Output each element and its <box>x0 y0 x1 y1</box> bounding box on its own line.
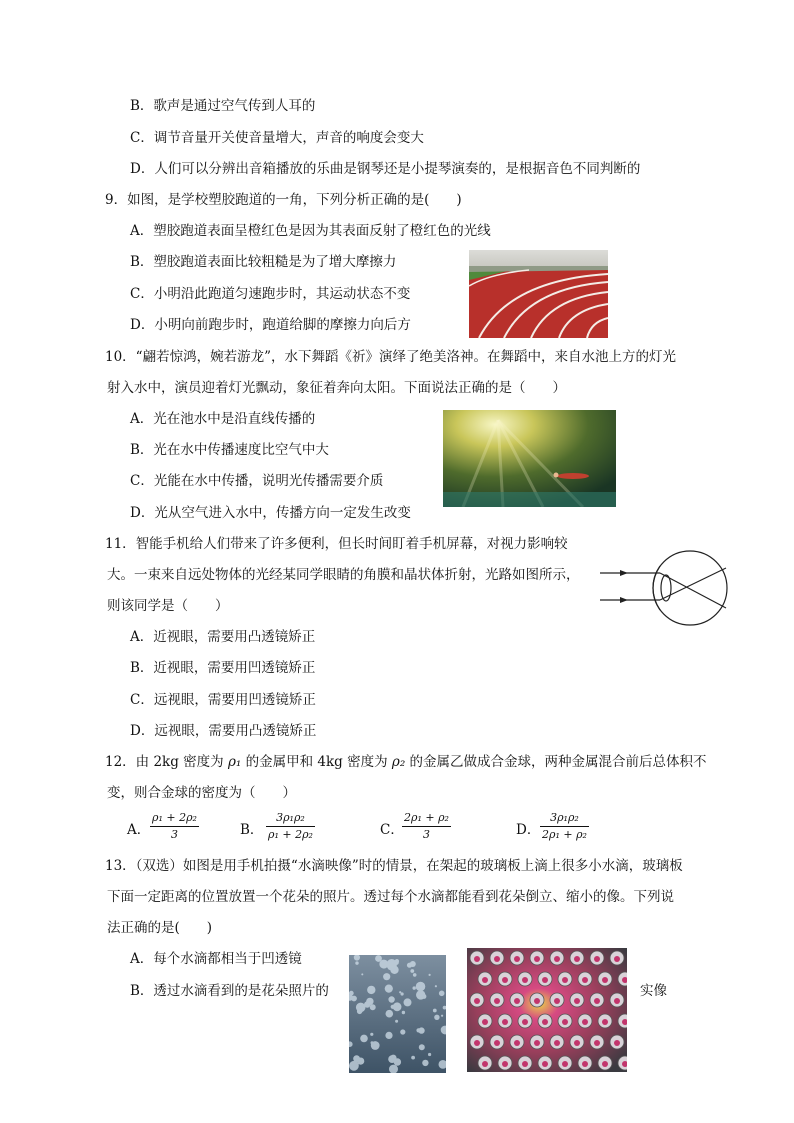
droplet <box>388 996 394 1002</box>
q9-option-a: A．塑胶跑道表面呈橙红色是因为其表面反射了橙红色的光线 <box>130 223 491 239</box>
q12-option-a-fraction <box>150 811 199 842</box>
droplet <box>367 986 375 994</box>
q11-option-a: A．近视眼，需要用凸透镜矫正 <box>130 629 316 645</box>
droplet-image <box>474 1040 480 1046</box>
q11-option-c: C．远视眼，需要用凹透镜矫正 <box>130 692 316 708</box>
droplet-image <box>474 998 480 1004</box>
droplet-image <box>594 998 600 1004</box>
droplet <box>387 959 397 969</box>
q8-option-b: B．歌声是通过空气传到人耳的 <box>130 98 316 114</box>
fraction-denominator: ρ₁ + 2ρ₂ <box>268 828 313 841</box>
droplet-image <box>574 998 580 1004</box>
q8-option-d: D．人们可以分辨出音箱播放的乐曲是钢琴还是小提琴演奏的，是根据音色不同判断的 <box>130 161 641 177</box>
droplet-image <box>482 977 488 983</box>
droplet-image <box>574 956 580 962</box>
fraction-denominator: 2ρ₁ + ρ₂ <box>542 828 587 841</box>
droplet <box>355 961 358 964</box>
droplet-image <box>554 998 560 1004</box>
water-drops-on-glass-image <box>349 955 446 1073</box>
droplet <box>413 973 417 977</box>
droplet <box>416 1028 420 1032</box>
droplet-image <box>522 1019 528 1025</box>
droplet <box>351 996 357 1002</box>
droplet <box>416 990 425 999</box>
q10-option-a: A．光在池水中是沿直线传播的 <box>130 411 316 427</box>
q11-stem-line1: 11．智能手机给人们带来了许多便利，但长时间盯着手机屏幕，对视力影响较 <box>105 536 568 552</box>
droplet <box>428 1053 431 1056</box>
droplet-image <box>594 1040 600 1046</box>
eye-light-path-diagram <box>598 548 733 630</box>
droplet-image <box>614 1040 620 1046</box>
q12-text-part3: 的金属乙做成合金球，两种金属混合前后总体积不 <box>405 754 707 770</box>
q12-option-b-fraction <box>266 811 315 842</box>
q12-option-c-label: C． <box>380 822 404 838</box>
droplet <box>386 1010 394 1018</box>
droplet <box>385 1032 392 1039</box>
droplet <box>416 982 426 992</box>
fraction-denominator: 3 <box>170 828 178 841</box>
fraction-bar <box>540 826 589 827</box>
q9-option-c: C．小明沿此跑道匀速跑步时，其运动状态不变 <box>130 286 411 302</box>
q13-option-a: A．每个水滴都相当于凹透镜 <box>130 951 302 967</box>
fraction-numerator: 3ρ₁ρ₂ <box>550 811 579 824</box>
underwater-dance-image <box>443 410 616 507</box>
q12-option-c-fraction <box>402 811 451 842</box>
droplet <box>370 1033 373 1036</box>
droplet-image <box>534 1040 540 1046</box>
droplet-image <box>582 1061 588 1067</box>
droplet <box>360 1035 368 1043</box>
droplet <box>388 1055 396 1063</box>
q10-option-c: C．光能在水中传播，说明光传播需要介质 <box>130 473 384 489</box>
droplet <box>402 1011 405 1014</box>
droplet-image <box>494 956 500 962</box>
q10-stem-line2: 射入水中，演员迎着灯光飘动，象征着奔向太阳。下面说法正确的是（ ） <box>107 380 566 396</box>
droplet <box>375 955 382 962</box>
droplet-image <box>494 998 500 1004</box>
fraction-numerator: 2ρ₁ + ρ₂ <box>404 811 449 824</box>
fraction-bar <box>266 826 315 827</box>
droplet-image <box>582 1019 588 1025</box>
q12-stem-line1 <box>105 753 707 771</box>
droplet <box>395 1020 398 1023</box>
q12-stem-line2: 变，则合金球的密度为（ ） <box>107 785 296 801</box>
droplet-image <box>542 977 548 983</box>
q12-option-d-fraction <box>540 811 589 842</box>
droplet-image <box>514 1040 520 1046</box>
flower-reflection-drops-image <box>467 948 627 1072</box>
q13-option-b-left: B．透过水滴看到的是花朵照片的 <box>130 983 329 999</box>
droplet-image <box>594 956 600 962</box>
droplet <box>361 973 363 975</box>
q13-stem-line3: 法正确的是( ) <box>107 920 213 936</box>
droplet-image <box>542 1019 548 1025</box>
droplet-image <box>514 956 520 962</box>
droplet-image <box>534 956 540 962</box>
droplet <box>422 1060 428 1066</box>
droplet <box>383 973 390 980</box>
droplet <box>399 991 401 993</box>
droplet <box>441 1015 443 1017</box>
q11-stem-line3: 则该同学是（ ） <box>107 598 229 614</box>
droplet-image <box>614 998 620 1004</box>
droplet-image <box>502 977 508 983</box>
droplet <box>429 974 431 976</box>
droplet-image <box>502 1019 508 1025</box>
fraction-bar <box>150 826 199 827</box>
droplet-image <box>534 998 540 1004</box>
q9-stem: 9．如图，是学校塑胶跑道的一角，下列分析正确的是( ) <box>105 192 462 208</box>
running-track-image <box>469 250 608 338</box>
q11-stem-line2: 大。一束来自远处物体的光经某同学眼睛的角膜和晶状体折射，光路如图所示， <box>107 567 580 583</box>
droplet <box>385 985 393 993</box>
fraction-denominator: 3 <box>422 828 430 841</box>
q12-option-d-label: D． <box>516 822 541 838</box>
q9-option-b: B．塑胶跑道表面比较粗糙是为了增大摩擦力 <box>130 254 397 270</box>
fraction-bar <box>402 826 451 827</box>
droplet <box>357 1058 364 1065</box>
droplet-image <box>482 1019 488 1025</box>
q10-stem-line1: 10．“翩若惊鸿，婉若游龙”，水下舞蹈《祈》演绎了绝美洛神。在舞蹈中，来自水池上方的灯光 <box>105 349 676 365</box>
droplet-image <box>582 977 588 983</box>
q8-option-c: C．调节音量开关使音量增大，声音的响度会变大 <box>130 130 424 146</box>
q12-text-part2: 的金属甲和 4kg 密度为 <box>241 754 392 770</box>
droplet <box>433 1009 437 1013</box>
droplet <box>410 969 414 973</box>
droplet-image <box>522 977 528 983</box>
droplet-image <box>602 1019 608 1025</box>
droplet-image <box>602 977 608 983</box>
q12-option-a-label: A． <box>127 822 151 838</box>
droplet-image <box>542 1061 548 1067</box>
rho2-symbol: ρ₂ <box>391 754 406 770</box>
droplet <box>370 1004 376 1010</box>
droplet <box>357 1009 362 1014</box>
q13-stem-line2: 下面一定距离的位置放置一个花朵的照片。透过每个水滴都能看到花朵倒立、缩小的像。下列说 <box>107 889 674 905</box>
fraction-numerator: 3ρ₁ρ₂ <box>276 811 305 824</box>
droplet <box>419 1044 425 1050</box>
droplet <box>439 991 445 997</box>
droplet-image <box>562 1019 568 1025</box>
droplet <box>413 986 416 989</box>
q9-option-d: D．小明向前跑步时，跑道给脚的摩擦力向后方 <box>130 317 411 333</box>
droplet <box>391 1005 395 1009</box>
droplet-image <box>562 977 568 983</box>
droplet <box>371 1041 380 1050</box>
q12-option-b-label: B． <box>240 822 264 838</box>
droplet-image <box>554 1040 560 1046</box>
droplet-image <box>482 1061 488 1067</box>
droplet <box>411 1056 415 1060</box>
q12-text-part1: 12．由 2kg 密度为 <box>105 754 228 770</box>
droplet-image <box>522 1061 528 1067</box>
droplet-image <box>474 956 480 962</box>
q11-option-b: B．近视眼，需要用凹透镜矫正 <box>130 660 316 676</box>
droplet <box>404 998 412 1006</box>
q11-option-d: D．远视眼，需要用凸透镜矫正 <box>130 723 317 739</box>
droplet <box>434 1015 439 1020</box>
rho1-symbol: ρ₁ <box>227 754 242 770</box>
droplet <box>407 963 412 968</box>
droplet <box>435 985 437 987</box>
droplet-image <box>514 998 520 1004</box>
fraction-numerator: ρ₁ + 2ρ₂ <box>152 811 197 824</box>
droplet-image <box>562 1061 568 1067</box>
droplet-image <box>494 1040 500 1046</box>
q10-option-d: D．光从空气进入水中，传播方向一定发生改变 <box>130 505 411 521</box>
droplet-image <box>502 1061 508 1067</box>
q10-option-b: B．光在水中传播速度比空气中大 <box>130 442 329 458</box>
droplet-image <box>574 1040 580 1046</box>
droplet <box>400 1029 405 1034</box>
droplet-image <box>602 1061 608 1067</box>
q13-option-b-right: 实像 <box>640 983 667 999</box>
droplet-image <box>614 956 620 962</box>
q13-stem-line1: 13．（双选）如图是用手机拍摄“水滴映像”时的情景，在架起的玻璃板上滴上很多小水滴，玻璃板 <box>105 858 683 874</box>
droplet <box>366 998 373 1005</box>
droplet-image <box>554 956 560 962</box>
